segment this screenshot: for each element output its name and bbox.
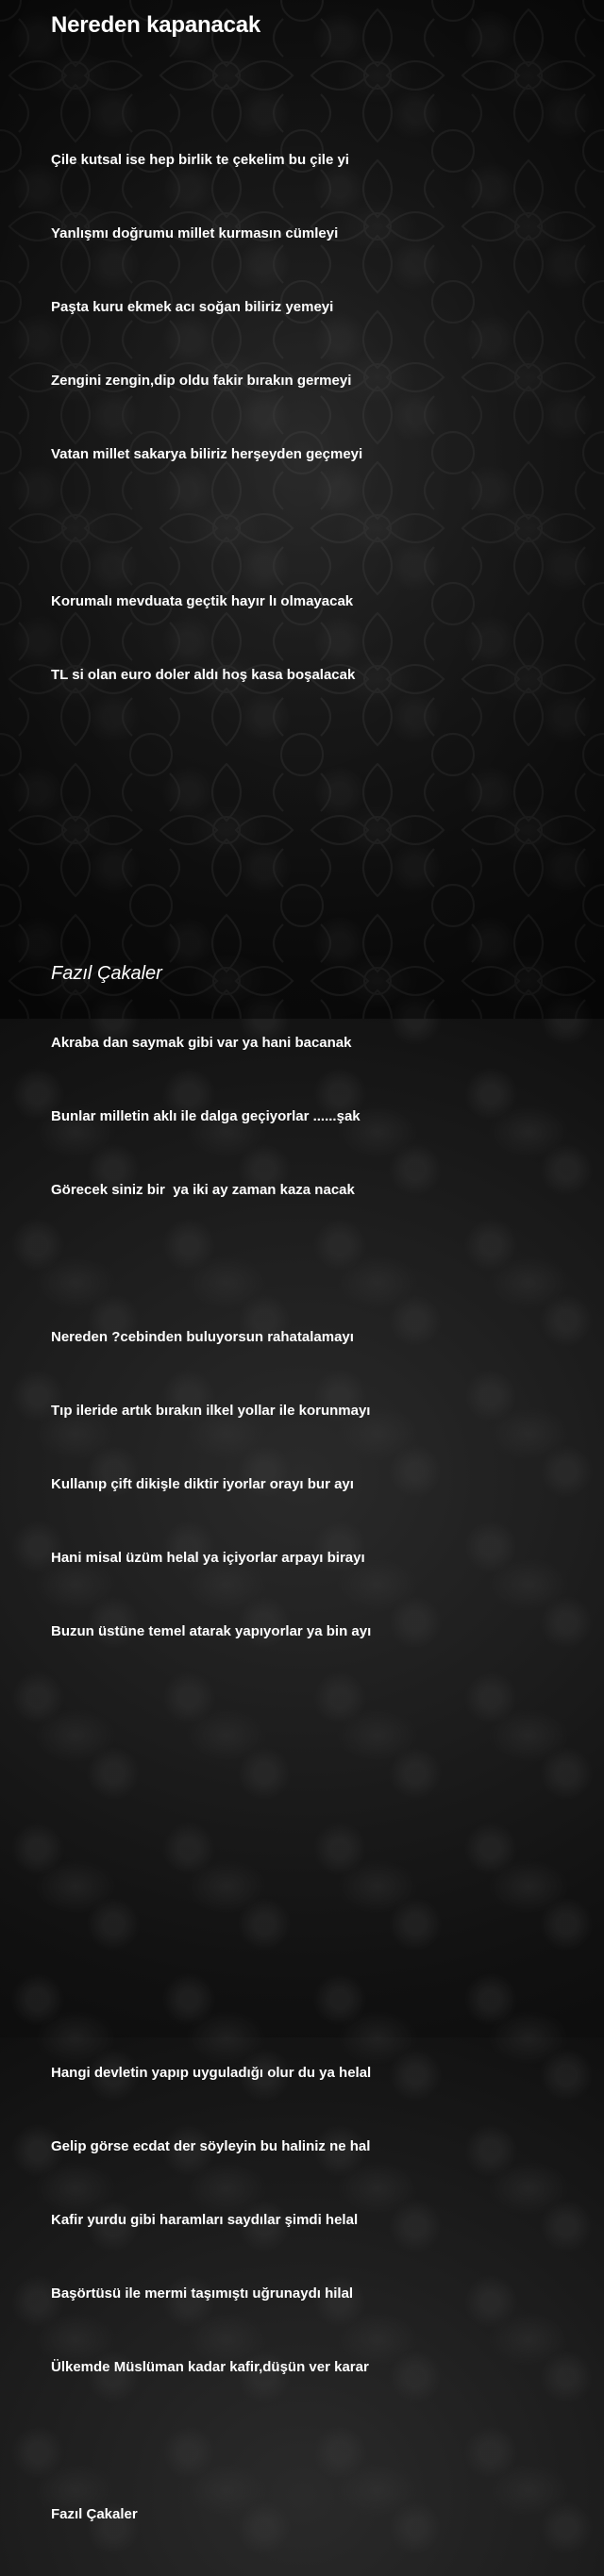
poem-line-blank <box>51 2429 589 2453</box>
poem-line: Akraba dan saymak gibi var ya hani bacanak <box>51 1035 352 1051</box>
poem-line-blank <box>51 1693 589 1718</box>
poem-line-blank <box>51 1252 589 1276</box>
poem-line-blank <box>51 1767 589 1791</box>
poem-line-blank <box>51 1914 589 1938</box>
poem-line: Buzun üstüne temel atarak yapıyorlar ya bin ayı <box>51 1623 372 1639</box>
poem-line: Nereden ?cebinden buluyorsun rahatalamayı <box>51 1329 354 1345</box>
poem-line: Tıp ileride artık bırakın ilkel yollar ile korunmayı <box>51 1403 371 1419</box>
poem-line: Gelip görse ecdat der söyleyin bu haliniz ne hal <box>51 2138 371 2154</box>
poem-line: Ülkemde Müslüman kadar kafir,düşün ver karar <box>51 2359 369 2375</box>
poem-body <box>51 99 589 2576</box>
poem-line: Bunlar milletin aklı ile dalga geçiyorlar ......şak <box>51 1108 361 1124</box>
poem-line: Korumalı mevduata geçtik hayır lı olmayacak <box>51 593 354 609</box>
poem-line-blank <box>51 516 589 540</box>
poem-line-blank <box>51 810 589 835</box>
poem-line: Vatan millet sakarya biliriz herşeyden geçmeyi <box>51 446 363 462</box>
poem-line-blank <box>51 1840 589 1865</box>
poem-line: Kafir yurdu gibi haramları saydılar şimdi helal <box>51 2212 359 2228</box>
poem-line: Hangi devletin yapıp uyguladığı olur du ya helal <box>51 2065 372 2081</box>
poem-line: Kullanıp çift dikişle diktir iyorlar orayı bur ayı <box>51 1476 354 1492</box>
poem-line-blank <box>51 737 589 761</box>
poem-line: Paşta kuru ekmek acı soğan biliriz yemeyi <box>51 299 334 315</box>
author-name: Fazıl Çakaler <box>51 963 162 984</box>
poem-line-blank <box>51 1987 589 2012</box>
poem-line: Hani misal üzüm helal ya içiyorlar arpayı birayı <box>51 1550 365 1566</box>
poem-signature: Fazıl Çakaler <box>51 2506 138 2522</box>
poem-line: Görecek siniz bir ya iki ay zaman kaza nacak <box>51 1182 355 1198</box>
poem-line: Zengini zengin,dip oldu fakir bırakın germeyi <box>51 373 352 389</box>
poem-line: TL si olan euro doler aldı hoş kasa boşalacak <box>51 667 356 683</box>
poem-line: Yanlışmı doğrumu millet kurmasın cümleyi <box>51 225 339 241</box>
poem-line-blank <box>51 884 589 908</box>
poem-title: Nereden kapanacak <box>51 12 261 38</box>
poem-line: Çile kutsal ise hep birlik te çekelim bu çile yi <box>51 152 349 168</box>
poem-line: Başörtüsü ile mermi taşımıştı uğrunaydı hilal <box>51 2285 354 2302</box>
